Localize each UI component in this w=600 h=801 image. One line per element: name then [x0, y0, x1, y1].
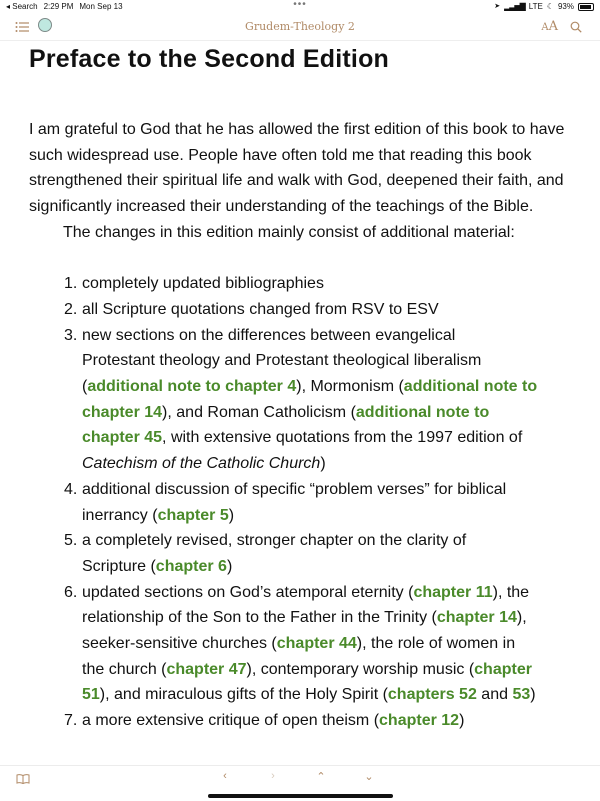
list-item-text: all Scripture quotations changed from RSV to ESV [82, 300, 439, 318]
list-number: 2. [64, 300, 78, 318]
preface-paragraph-1: I am grateful to God that he has allowed the first edition of this book to have such widespread use. People have often told me that reading this book strengthened their spiritual life and walk with God, deepened their faith, and significantly increased their understanding of the teachings of the Bible. [29, 121, 565, 216]
search-icon[interactable] [570, 20, 582, 32]
location-icon: ➤ [494, 3, 501, 10]
text-run: and [476, 686, 513, 704]
chapter-44-link[interactable]: chapter 44 [276, 635, 357, 653]
signal-icon: ▂▃▅▇ [504, 2, 525, 11]
network-label: LTE [528, 2, 543, 11]
previous-chevron-icon[interactable]: ‹ [223, 770, 227, 782]
chapter-45-note-link-part2[interactable]: chapter 45 [82, 429, 163, 447]
list-item [29, 323, 575, 477]
chapter-5-link[interactable]: chapter 5 [157, 506, 229, 524]
text-run: updated sections on God’s atemporal eternity ( [82, 583, 414, 601]
text-run: ) [459, 712, 465, 730]
scroll-down-chevron-icon[interactable]: ⌄ [364, 771, 374, 783]
list-item-text [82, 323, 575, 477]
scroll-up-chevron-icon[interactable]: ⌃ [316, 771, 326, 783]
list-item-text [82, 580, 575, 709]
text-run: , with extensive quotations from the 1997 edition of [162, 429, 523, 447]
list-item-text [82, 708, 575, 734]
list-number: 6. [64, 583, 78, 601]
book-title: Grudem-Theology 2 [245, 20, 355, 33]
text-run: ), the role of women in [356, 635, 516, 653]
chapter-45-note-link-part1[interactable]: additional note to [355, 403, 490, 421]
chapter-51-link-part1[interactable]: chapter [474, 660, 532, 678]
text-run: ), contemporary worship music ( [246, 660, 475, 678]
book-content [29, 42, 575, 734]
chapter-4-note-link[interactable]: additional note to chapter 4 [87, 378, 297, 396]
list-number: 1. [64, 275, 78, 293]
back-to-search-link[interactable]: ◂ Search [6, 2, 38, 11]
list-item-text [82, 528, 575, 579]
list-number: 5. [64, 532, 78, 550]
list-item [29, 477, 575, 528]
text-run: inerrancy ( [82, 506, 158, 524]
text-size-small-glyph: A [541, 22, 549, 33]
list-item-text [82, 477, 575, 528]
status-bar [0, 0, 600, 14]
chapter-11-link[interactable]: chapter 11 [413, 583, 493, 601]
preface-paragraph-2: The changes in this edition mainly consist of additional material: [63, 223, 515, 241]
chapter-6-link[interactable]: chapter 6 [155, 557, 227, 575]
list-item [29, 528, 575, 579]
text-run: ( [82, 378, 88, 396]
bottom-toolbar [0, 765, 600, 801]
next-chevron-icon[interactable]: › [271, 770, 275, 782]
list-item-text: completely updated bibliographies [82, 275, 324, 293]
chapter-53-link[interactable]: 53 [512, 686, 531, 704]
text-run: new sections on the differences between evangelical [82, 326, 456, 344]
text-run: ), and Roman Catholicism ( [162, 403, 356, 421]
text-size-big-glyph: A [548, 19, 558, 34]
text-run: seeker-sensitive churches ( [82, 635, 277, 653]
moon-icon: ☾ [546, 2, 554, 11]
text-run: ) [226, 557, 233, 575]
reader-toolbar [0, 14, 600, 41]
status-time: 2:29 PM [43, 2, 74, 11]
chapter-47-link[interactable]: chapter 47 [166, 660, 247, 678]
text-run: the church ( [82, 660, 167, 678]
changes-list [29, 271, 575, 734]
status-date: Mon Sep 13 [79, 2, 123, 11]
text-run: a more extensive critique of open theism ( [82, 712, 380, 730]
text-run: a completely revised, stronger chapter on the clarity of [82, 532, 467, 550]
list-item [29, 297, 575, 323]
text-run: Scripture ( [82, 557, 156, 575]
text-run: ) [530, 686, 536, 704]
list-number: 4. [64, 480, 78, 498]
text-run: ), the [492, 583, 530, 601]
chapter-14-note-link-part2[interactable]: chapter 14 [82, 403, 163, 421]
text-size-icon[interactable] [541, 20, 558, 33]
page-navigation [218, 770, 376, 783]
text-run: relationship of the Son to the Father in the Trinity ( [82, 609, 437, 627]
text-run: additional discussion of specific “problem verses” for biblical [82, 480, 507, 498]
text-run: Protestant theology and Protestant theological liberalism [82, 352, 482, 370]
text-run: ) [228, 506, 235, 524]
list-item [29, 271, 575, 297]
library-book-icon[interactable] [16, 772, 30, 784]
chapter-heading: Preface to the Second Edition [29, 45, 390, 73]
text-run: ) [320, 455, 326, 473]
text-run: ), and miraculous gifts of the Holy Spirit ( [99, 686, 388, 704]
chapter-14-note-link-part1[interactable]: additional note to [403, 378, 538, 396]
chapter-12-link[interactable]: chapter 12 [379, 712, 460, 730]
chapter-51-link-part2[interactable]: 51 [82, 686, 100, 704]
multitasking-dots[interactable]: ••• [293, 0, 307, 10]
list-number: 3. [64, 326, 78, 344]
list-number: 7. [64, 712, 78, 730]
text-run: ), [516, 609, 527, 627]
list-item [29, 708, 575, 734]
battery-percent: 93% [557, 2, 574, 11]
battery-icon [578, 3, 594, 11]
catechism-title: Catechism of the Catholic Church [82, 455, 321, 473]
chapters-52-link[interactable]: chapters 52 [387, 686, 477, 704]
chapter-14-link[interactable]: chapter 14 [436, 609, 517, 627]
text-run: ), Mormonism ( [296, 378, 404, 396]
list-item [29, 580, 575, 709]
home-indicator[interactable] [208, 794, 393, 798]
